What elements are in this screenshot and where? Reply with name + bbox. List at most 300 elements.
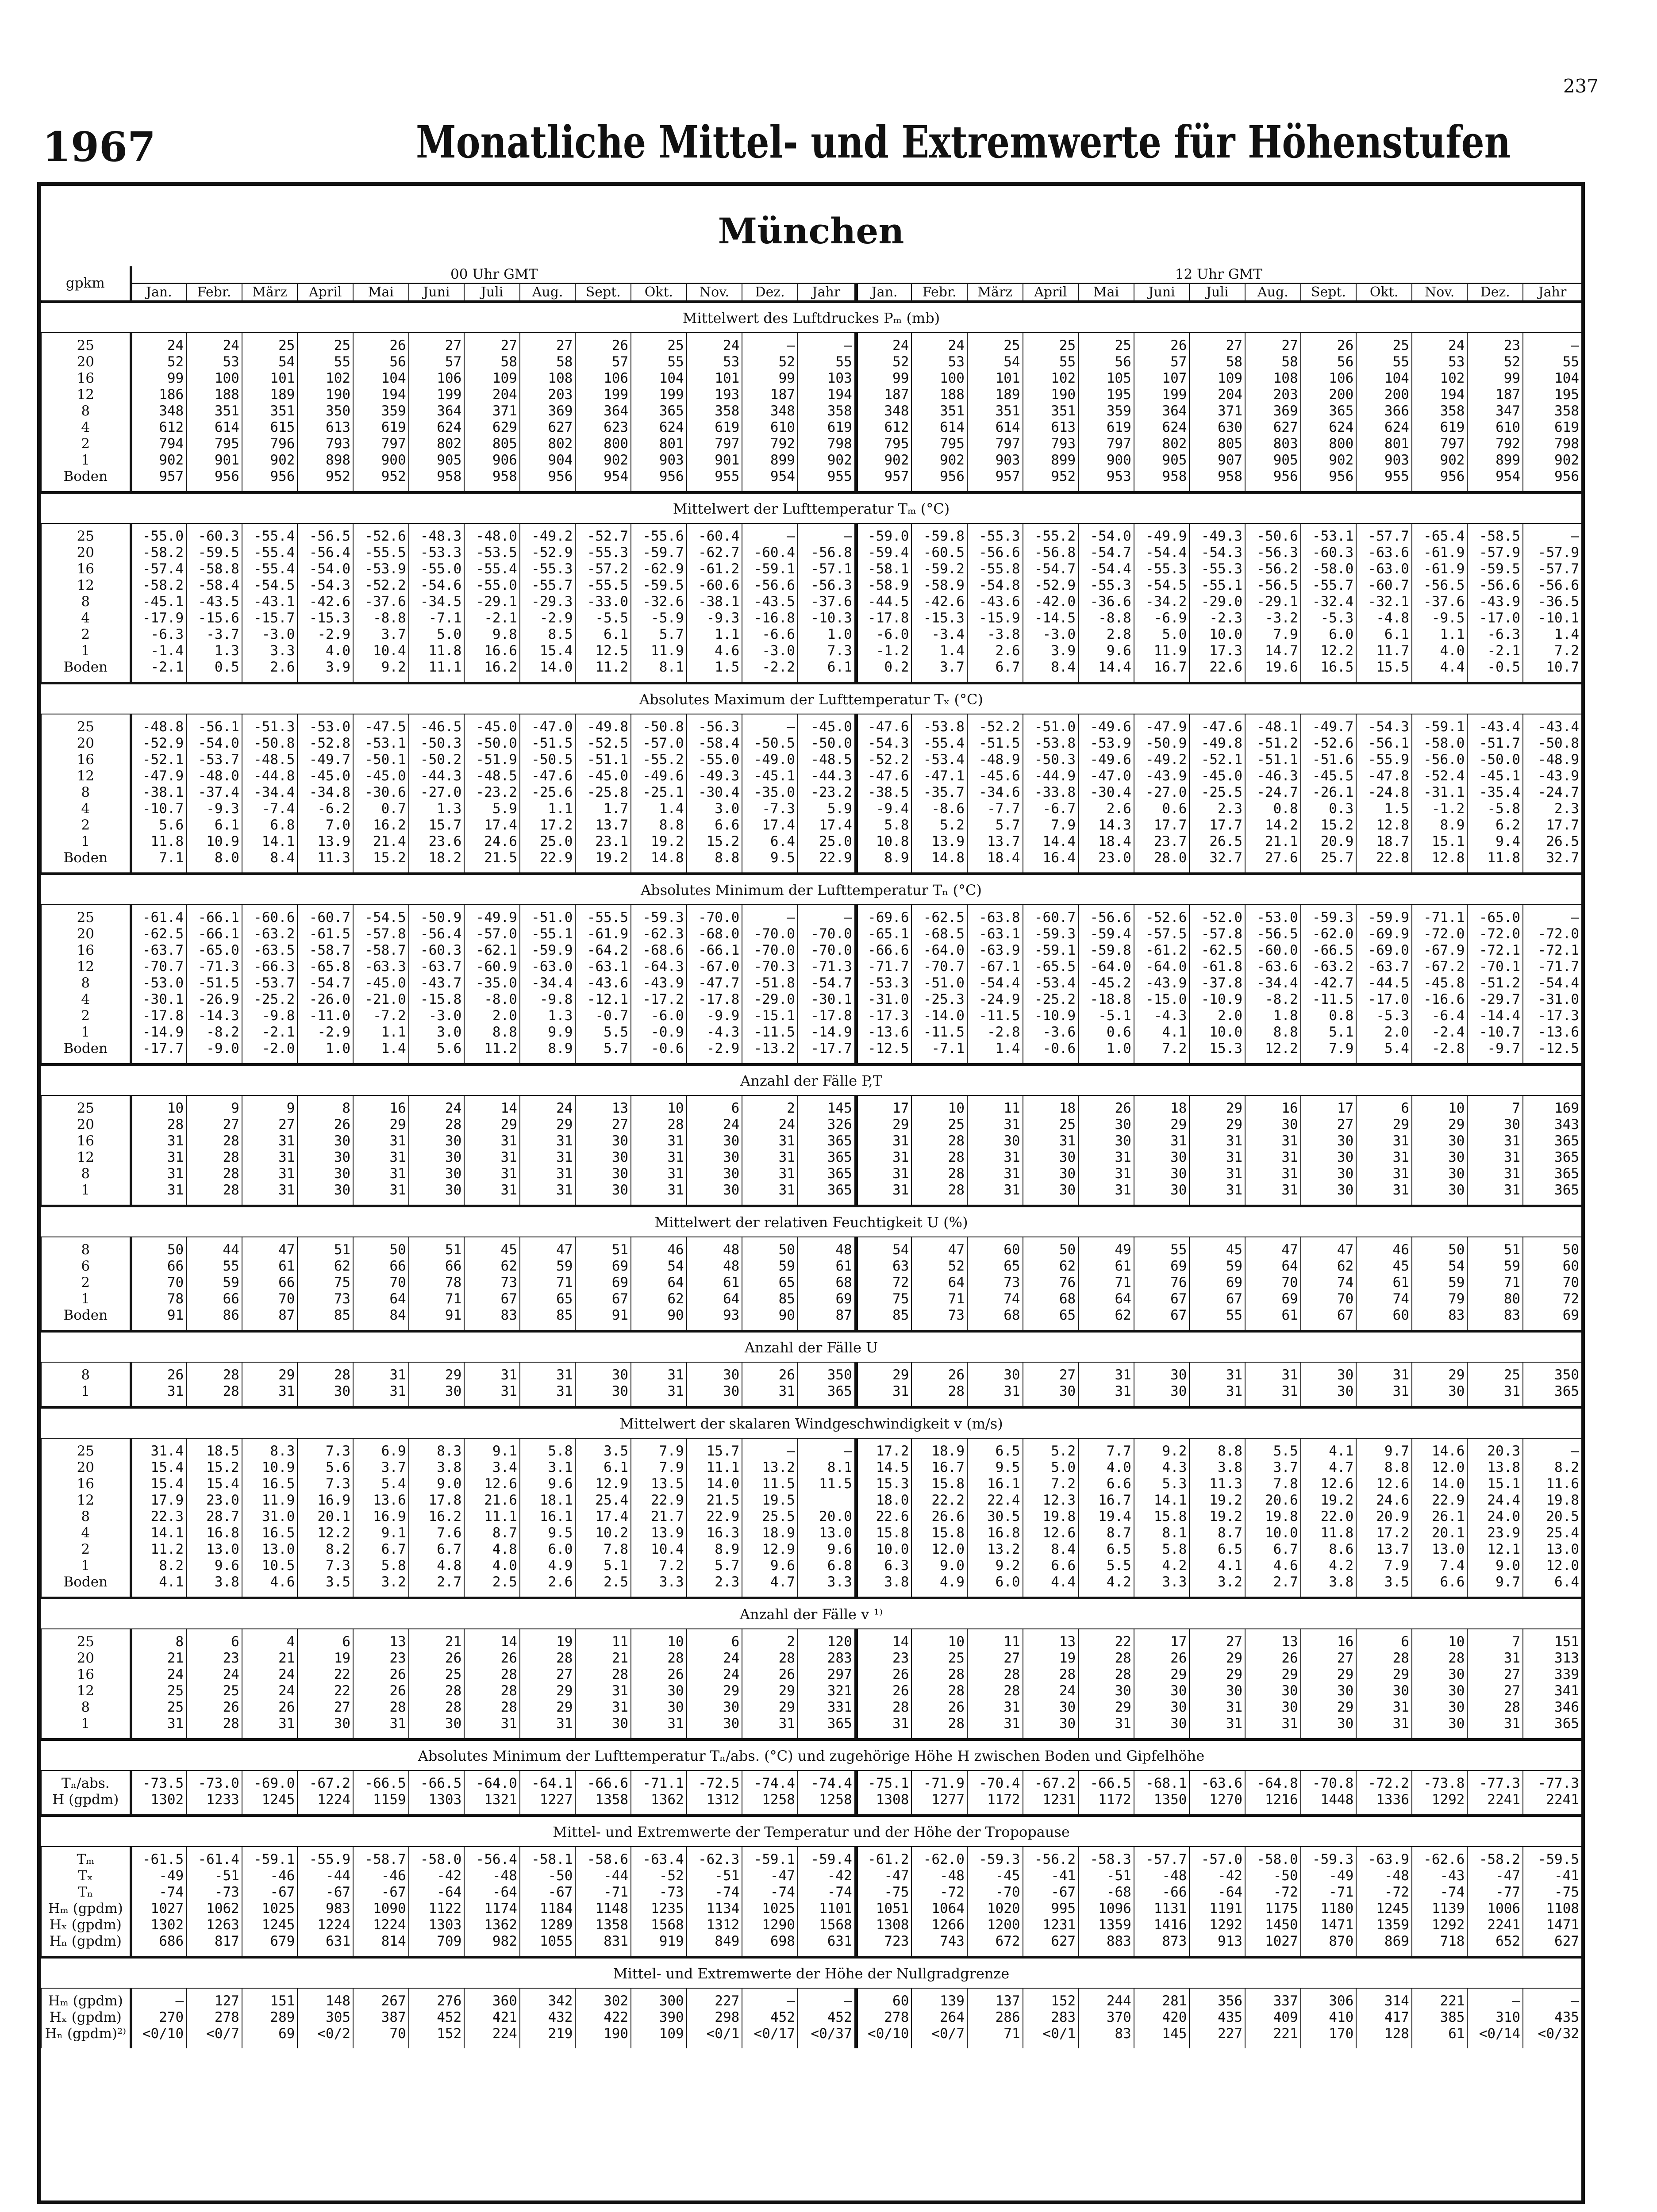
table-cell: 71: [1078, 1275, 1134, 1291]
table-cell: 22.6: [1189, 659, 1245, 683]
table-cell: -56.3: [687, 714, 742, 735]
table-cell: 19.2: [631, 833, 687, 850]
table-cell: 11: [967, 1629, 1023, 1650]
table-cell: -47.6: [1189, 714, 1245, 735]
table-cell: -9.0: [186, 1041, 242, 1064]
table-cell: 31: [631, 1362, 687, 1383]
table-cell: 139: [911, 1988, 967, 2009]
table-cell: 1302: [131, 1792, 187, 1816]
table-cell: -45.5: [1301, 768, 1357, 784]
table-cell: -45.0: [297, 768, 353, 784]
table-cell: 805: [464, 436, 520, 452]
table-cell: 3.2: [1189, 1574, 1245, 1598]
table-cell: -64.1: [520, 1770, 576, 1792]
table-cell: 29: [1301, 1699, 1357, 1716]
table-cell: 25: [1356, 333, 1412, 354]
table-cell: -75: [1523, 1884, 1581, 1901]
table-cell: 12.0: [1523, 1558, 1581, 1574]
row-label: 12: [41, 387, 131, 403]
row-label: 20: [41, 545, 131, 561]
table-cell: -9.5: [1412, 610, 1468, 626]
table-cell: -62.5: [131, 926, 187, 942]
table-cell: –: [742, 523, 798, 545]
table-cell: 93: [687, 1307, 742, 1331]
table-cell: 9.1: [353, 1525, 409, 1541]
table-cell: 1.0: [297, 1041, 353, 1064]
table-cell: -42: [798, 1868, 856, 1884]
table-cell: 10.5: [242, 1558, 298, 1574]
table-cell: 435: [1523, 2009, 1581, 2026]
table-cell: 190: [297, 387, 353, 403]
table-row: [41, 1650, 1581, 1667]
table-cell: -52.4: [1412, 768, 1468, 784]
table-cell: 83: [1078, 2026, 1134, 2048]
table-cell: -2.8: [967, 1024, 1023, 1041]
section-title-row: [41, 1206, 1581, 1237]
table-cell: 15.1: [1467, 1476, 1523, 1492]
table-cell: -8.2: [186, 1024, 242, 1041]
table-cell: -51.5: [186, 975, 242, 991]
table-cell: -14.5: [1023, 610, 1079, 626]
table-cell: 17.2: [856, 1438, 912, 1459]
table-cell: -15.7: [242, 610, 298, 626]
table-cell: 29: [1189, 1095, 1245, 1117]
table-cell: 351: [1023, 403, 1079, 419]
table-cell: -56.1: [186, 714, 242, 735]
table-cell: -54.6: [409, 577, 465, 594]
table-cell: 8.8: [687, 850, 742, 874]
table-cell: -65.8: [297, 959, 353, 975]
table-cell: 18.4: [1078, 833, 1134, 850]
table-row: [41, 1525, 1581, 1541]
table-cell: 30: [1245, 1683, 1301, 1699]
table-cell: 30: [967, 1362, 1023, 1383]
table-cell: 11.2: [131, 1541, 187, 1558]
table-cell: -59.9: [1356, 905, 1412, 926]
table-cell: 69: [1523, 1307, 1581, 1331]
table-cell: 32.7: [1523, 850, 1581, 874]
table-cell: -43.6: [967, 594, 1023, 610]
table-cell: -29.0: [1189, 594, 1245, 610]
table-cell: 25: [911, 1117, 967, 1133]
table-cell: -30.6: [353, 784, 409, 801]
table-cell: 898: [297, 452, 353, 469]
table-cell: 30: [1412, 1716, 1468, 1740]
table-cell: 348: [131, 403, 187, 419]
table-cell: 902: [911, 452, 967, 469]
table-cell: 421: [464, 2009, 520, 2026]
table-cell: -57.7: [1523, 561, 1581, 577]
table-cell: -63.0: [1356, 561, 1412, 577]
table-cell: 3.0: [409, 1024, 465, 1041]
table-cell: 30: [575, 1166, 631, 1182]
table-cell: 9.9: [520, 1024, 576, 1041]
table-cell: 65: [742, 1275, 798, 1291]
table-cell: -6.4: [1412, 1008, 1468, 1024]
table-cell: -55.0: [409, 561, 465, 577]
table-cell: 310: [1467, 2009, 1523, 2026]
table-cell: 264: [911, 2009, 967, 2026]
table-cell: 203: [1245, 387, 1301, 403]
table-cell: 278: [856, 2009, 912, 2026]
table-cell: -25.2: [242, 991, 298, 1008]
table-cell: 16: [1245, 1095, 1301, 1117]
table-cell: 22: [297, 1667, 353, 1683]
table-cell: -53.3: [409, 545, 465, 561]
table-cell: 30: [631, 1683, 687, 1699]
table-cell: 11.9: [631, 643, 687, 659]
table-cell: 20.6: [1245, 1492, 1301, 1509]
table-row: [41, 1509, 1581, 1525]
table-cell: -50.5: [742, 735, 798, 752]
table-cell: 13.9: [631, 1525, 687, 1541]
table-cell: -5.8: [1467, 801, 1523, 817]
table-cell: 24: [1412, 333, 1468, 354]
table-cell: -74.4: [742, 1770, 798, 1792]
table-cell: -37.4: [186, 784, 242, 801]
table-cell: -14.9: [798, 1024, 856, 1041]
table-cell: <0/7: [186, 2026, 242, 2048]
table-cell: –: [798, 905, 856, 926]
row-label: 6: [41, 1258, 131, 1275]
table-cell: -37.6: [798, 594, 856, 610]
table-cell: 31: [967, 1182, 1023, 1206]
table-cell: 30: [1301, 1383, 1357, 1407]
section-title-row: [41, 1064, 1581, 1095]
table-cell: -5.1: [1078, 1008, 1134, 1024]
table-cell: -57.8: [1189, 926, 1245, 942]
table-cell: -48.3: [409, 523, 465, 545]
table-cell: 31: [856, 1716, 912, 1740]
table-cell: -61.2: [856, 1847, 912, 1868]
table-cell: 15.5: [1356, 659, 1412, 683]
table-cell: 15.2: [353, 850, 409, 874]
table-cell: 71: [1467, 1275, 1523, 1291]
table-cell: -49.3: [1189, 523, 1245, 545]
table-cell: 723: [856, 1933, 912, 1957]
table-cell: -27.0: [1134, 784, 1190, 801]
table-cell: 276: [409, 1988, 465, 2009]
section-title: Mittel- und Extremwerte der Höhe der Nullgradgrenze: [41, 1957, 1581, 1988]
table-cell: 6.6: [1078, 1476, 1134, 1492]
table-cell: 28: [186, 1716, 242, 1740]
table-cell: -56.1: [1356, 735, 1412, 752]
table-cell: 623: [575, 419, 631, 436]
row-label: 25: [41, 905, 131, 926]
table-cell: 4.1: [131, 1574, 187, 1598]
table-cell: 899: [1467, 452, 1523, 469]
table-cell: -51.0: [520, 905, 576, 926]
table-cell: 8.8: [1356, 1459, 1412, 1476]
table-cell: -29.1: [464, 594, 520, 610]
table-cell: 31: [242, 1149, 298, 1166]
table-cell: 195: [1523, 387, 1581, 403]
table-cell: 3.5: [1356, 1574, 1412, 1598]
table-cell: 9.5: [967, 1459, 1023, 1476]
table-cell: -58.4: [687, 735, 742, 752]
row-label: Tₙ: [41, 1884, 131, 1901]
table-cell: -51.6: [1301, 752, 1357, 768]
table-cell: -55.4: [242, 523, 298, 545]
table-cell: 305: [297, 2009, 353, 2026]
table-cell: 6.7: [409, 1541, 465, 1558]
table-cell: -58.7: [297, 942, 353, 959]
row-label: Hₙ (gpdm): [41, 1933, 131, 1957]
table-cell: 5.5: [1245, 1438, 1301, 1459]
table-cell: -3.8: [967, 626, 1023, 643]
table-cell: 18.1: [520, 1492, 576, 1509]
table-cell: 31: [856, 1133, 912, 1149]
table-cell: 25: [297, 333, 353, 354]
table-cell: 1159: [353, 1792, 409, 1816]
table-cell: -56.3: [1245, 545, 1301, 561]
table-cell: -41: [1523, 1868, 1581, 1884]
table-cell: -3.0: [409, 1008, 465, 1024]
table-cell: -51.9: [464, 752, 520, 768]
table-cell: 64: [911, 1275, 967, 1291]
table-cell: -74: [131, 1884, 187, 1901]
table-cell: 29: [520, 1699, 576, 1716]
table-cell: 8.1: [798, 1459, 856, 1476]
table-cell: 54: [631, 1258, 687, 1275]
table-cell: 17.3: [1189, 643, 1245, 659]
table-cell: -17.0: [1467, 610, 1523, 626]
table-cell: 26: [742, 1667, 798, 1683]
table-cell: -58.5: [1467, 523, 1523, 545]
row-label: 25: [41, 523, 131, 545]
table-cell: 814: [353, 1933, 409, 1957]
table-cell: 28: [464, 1667, 520, 1683]
table-cell: 306: [1301, 1988, 1357, 2009]
table-cell: -27.0: [409, 784, 465, 801]
table-cell: 365: [631, 403, 687, 419]
table-cell: -43.1: [242, 594, 298, 610]
table-cell: 28.7: [186, 1509, 242, 1525]
table-cell: 26: [1301, 333, 1357, 354]
table-cell: 1358: [575, 1792, 631, 1816]
table-cell: 29: [1412, 1362, 1468, 1383]
table-cell: 199: [1134, 387, 1190, 403]
table-cell: -66.6: [575, 1770, 631, 1792]
table-cell: 23: [856, 1650, 912, 1667]
table-cell: 1227: [520, 1792, 576, 1816]
row-label: 1: [41, 452, 131, 469]
table-cell: 27: [1023, 1362, 1079, 1383]
table-cell: -63.6: [1356, 545, 1412, 561]
table-cell: 12.1: [1467, 1541, 1523, 1558]
table-cell: 17: [856, 1095, 912, 1117]
table-cell: 137: [967, 1988, 1023, 2009]
table-cell: -60.6: [242, 905, 298, 926]
table-cell: 28: [186, 1133, 242, 1149]
table-cell: 29: [856, 1362, 912, 1383]
table-cell: -64.0: [911, 942, 967, 959]
table-cell: 1277: [911, 1792, 967, 1816]
table-cell: -32.6: [631, 594, 687, 610]
table-cell: 21: [242, 1650, 298, 1667]
table-cell: 28: [911, 1667, 967, 1683]
table-cell: 7.9: [1356, 1558, 1412, 1574]
table-row: [41, 1041, 1581, 1064]
table-cell: 300: [631, 1988, 687, 2009]
table-cell: -58.1: [856, 561, 912, 577]
table-cell: -66.5: [353, 1770, 409, 1792]
table-cell: 61: [1356, 1275, 1412, 1291]
table-cell: 1235: [631, 1901, 687, 1917]
table-cell: 364: [1134, 403, 1190, 419]
table-cell: -67: [520, 1884, 576, 1901]
table-cell: -8.8: [353, 610, 409, 626]
table-cell: 16.1: [967, 1476, 1023, 1492]
header-group-row: [41, 266, 1581, 284]
table-cell: 8.2: [297, 1541, 353, 1558]
table-cell: 22.9: [631, 1492, 687, 1509]
table-cell: 1.4: [1523, 626, 1581, 643]
table-cell: 337: [1245, 1988, 1301, 2009]
table-cell: -2.9: [297, 1024, 353, 1041]
table-cell: -56.5: [1412, 577, 1468, 594]
table-cell: 47: [242, 1237, 298, 1258]
table-cell: -31.0: [1523, 991, 1581, 1008]
table-cell: -1.2: [1412, 801, 1468, 817]
table-cell: 28: [409, 1683, 465, 1699]
table-cell: -56.4: [409, 926, 465, 942]
table-cell: 31: [631, 1149, 687, 1166]
row-label: 1: [41, 1291, 131, 1307]
table-cell: 1289: [520, 1917, 576, 1933]
table-cell: 1.0: [1078, 1041, 1134, 1064]
table-cell: -24.8: [1356, 784, 1412, 801]
table-cell: 29: [742, 1683, 798, 1699]
table-cell: 13.2: [967, 1541, 1023, 1558]
table-cell: 3.3: [1134, 1574, 1190, 1598]
row-label: 1: [41, 643, 131, 659]
table-cell: 29: [1134, 1117, 1190, 1133]
table-cell: 19: [297, 1650, 353, 1667]
table-cell: 9.7: [1467, 1574, 1523, 1598]
table-cell: 26: [464, 1650, 520, 1667]
table-cell: 16.7: [1078, 1492, 1134, 1509]
table-cell: 8.8: [1189, 1438, 1245, 1459]
table-cell: -15.9: [967, 610, 1023, 626]
table-cell: 7.3: [297, 1476, 353, 1492]
table-cell: 14.0: [520, 659, 576, 683]
table-cell: 342: [520, 1988, 576, 2009]
table-cell: 53: [687, 354, 742, 370]
table-cell: 905: [1134, 452, 1190, 469]
table-cell: 919: [631, 1933, 687, 1957]
table-cell: 31: [464, 1149, 520, 1166]
table-cell: 31: [742, 1133, 798, 1149]
table-cell: 53: [186, 354, 242, 370]
table-cell: 28: [911, 1716, 967, 1740]
row-label: 20: [41, 1117, 131, 1133]
table-cell: 13.9: [911, 833, 967, 850]
table-cell: -56.0: [1412, 752, 1468, 768]
table-cell: 7.2: [1523, 643, 1581, 659]
table-cell: 10.2: [575, 1525, 631, 1541]
table-cell: -50.8: [1523, 735, 1581, 752]
table-cell: -55.2: [1023, 523, 1079, 545]
table-cell: 30: [1301, 1149, 1357, 1166]
table-cell: 30: [409, 1166, 465, 1182]
table-cell: 410: [1301, 2009, 1357, 2026]
table-cell: 30: [297, 1133, 353, 1149]
table-cell: 4.6: [687, 643, 742, 659]
table-cell: 87: [798, 1307, 856, 1331]
table-cell: 13.0: [242, 1541, 298, 1558]
table-cell: 28: [1078, 1650, 1134, 1667]
table-cell: 4.0: [1078, 1459, 1134, 1476]
table-cell: 24: [186, 333, 242, 354]
row-label: 2: [41, 1541, 131, 1558]
table-row: [41, 354, 1581, 370]
table-cell: 7.2: [1023, 1476, 1079, 1492]
table-cell: 28: [911, 1133, 967, 1149]
table-cell: -47: [742, 1868, 798, 1884]
table-cell: -50.0: [798, 735, 856, 752]
section-title-row: [41, 1740, 1581, 1770]
table-cell: -31.0: [856, 991, 912, 1008]
table-cell: -52.1: [131, 752, 187, 768]
table-cell: -7.3: [742, 801, 798, 817]
table-cell: 286: [967, 2009, 1023, 2026]
table-cell: 995: [1023, 1901, 1079, 1917]
table-cell: 15.4: [520, 643, 576, 659]
table-cell: -67.1: [967, 959, 1023, 975]
table-cell: 31: [856, 1166, 912, 1182]
table-cell: 28: [911, 1166, 967, 1182]
table-cell: -21.0: [353, 991, 409, 1008]
table-cell: -47.6: [856, 714, 912, 735]
table-cell: -10.7: [131, 801, 187, 817]
table-cell: -62.0: [1301, 926, 1357, 942]
table-cell: 900: [1078, 452, 1134, 469]
table-cell: 1224: [297, 1917, 353, 1933]
table-cell: 69: [1245, 1291, 1301, 1307]
table-cell: 60: [856, 1988, 912, 2009]
table-cell: <0/14: [1467, 2026, 1523, 2048]
table-cell: 11.8: [131, 833, 187, 850]
row-label: Hₙ (gpdm)²⁾: [41, 2026, 131, 2048]
table-cell: 5.4: [353, 1476, 409, 1492]
table-cell: -49.3: [687, 768, 742, 784]
table-cell: 302: [575, 1988, 631, 2009]
table-cell: 27: [1467, 1667, 1523, 1683]
table-cell: 8.2: [131, 1558, 187, 1574]
table-cell: 27: [186, 1117, 242, 1133]
table-cell: 31: [631, 1383, 687, 1407]
table-cell: 83: [1467, 1307, 1523, 1331]
table-cell: 31: [131, 1149, 187, 1166]
table-cell: -14.9: [131, 1024, 187, 1041]
table-cell: 8.4: [1023, 1541, 1079, 1558]
table-cell: 67: [575, 1291, 631, 1307]
table-cell: -58.9: [911, 577, 967, 594]
table-cell: 1292: [1412, 1792, 1468, 1816]
table-cell: 11.3: [297, 850, 353, 874]
table-cell: -72.2: [1356, 1770, 1412, 1792]
table-cell: 5.7: [687, 1558, 742, 1574]
table-cell: -63.2: [242, 926, 298, 942]
table-cell: 15.2: [1301, 817, 1357, 833]
table-cell: 3.8: [186, 1574, 242, 1598]
table-cell: 952: [297, 469, 353, 492]
table-cell: 365: [798, 1383, 856, 1407]
table-cell: 26.6: [911, 1509, 967, 1525]
month-header: Sept.: [1301, 284, 1357, 302]
table-cell: 10: [631, 1629, 687, 1650]
